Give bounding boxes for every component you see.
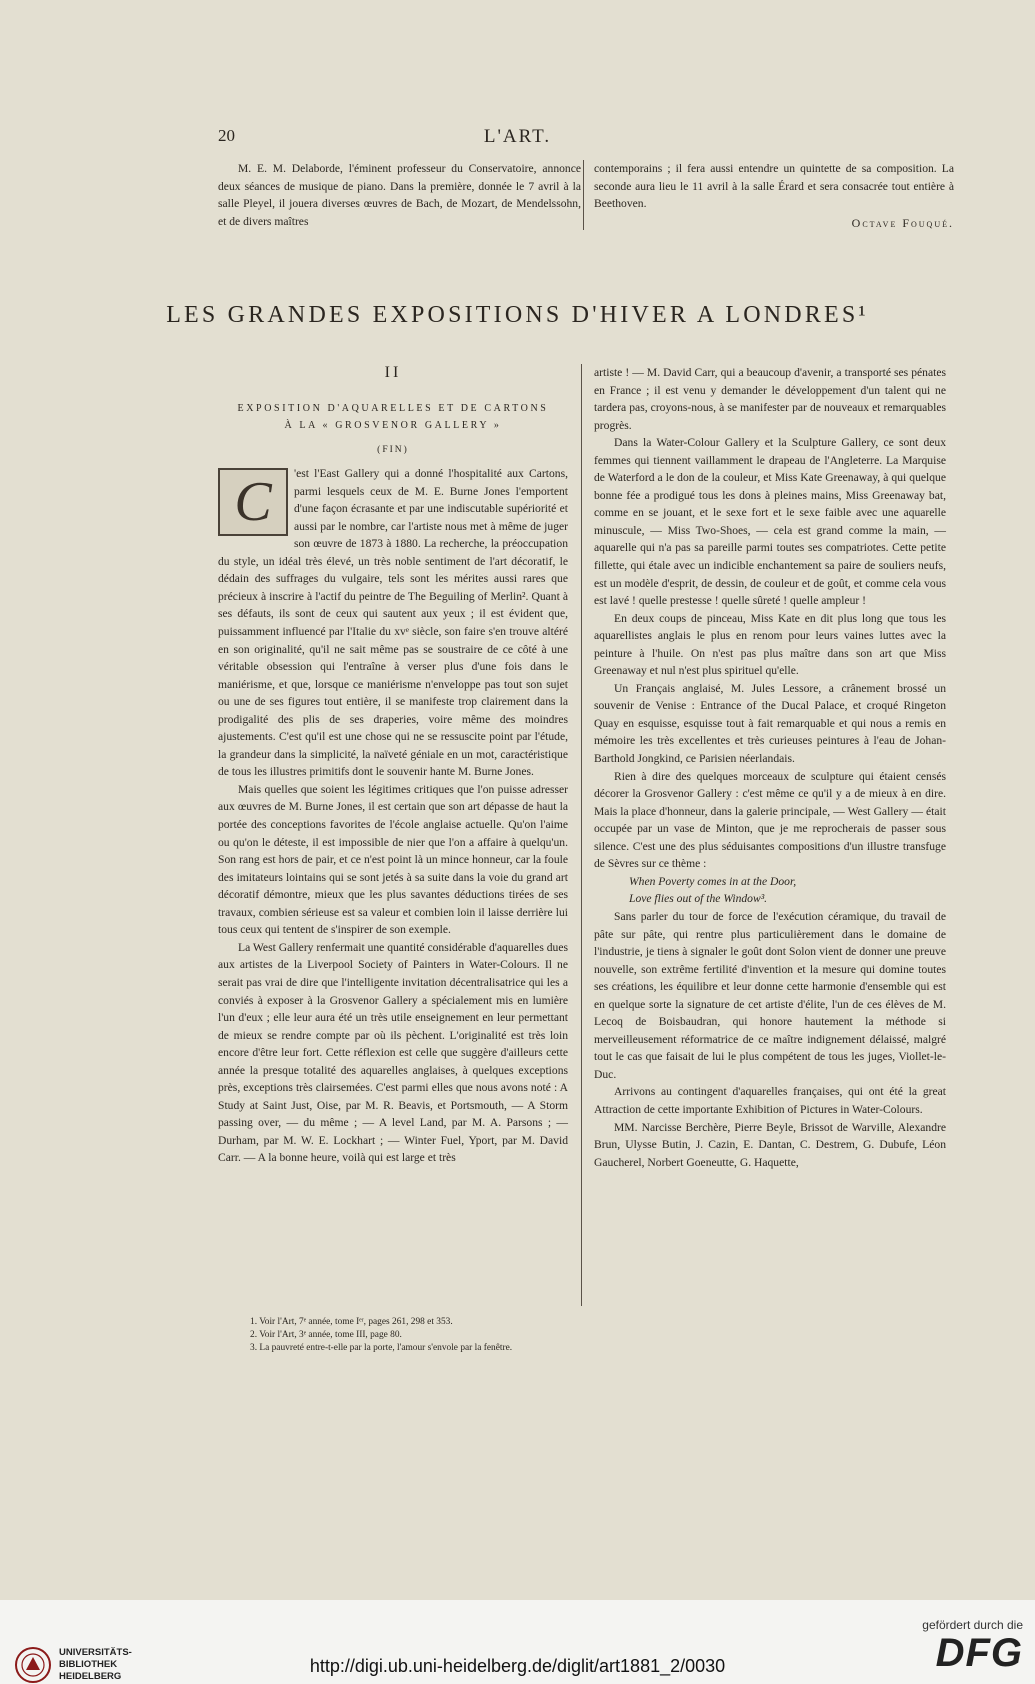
library-name: UNIVERSITÄTS- BIBLIOTHEK HEIDELBERG [59, 1647, 132, 1682]
paragraph-text: 'est l'East Gallery qui a donné l'hospitalité aux Cartons, parmi lesquels ceux de M. E. Burne Jones l'emportent d'une façon écrasante et par une indiscutable supériorité et aussi par le nombre, car l'artiste nous met à même de juger son œuvre de 1873 à 1880. La recherche, la préoccupation du style, un idéal très élevé, un très noble sentiment de l'art décoratif, le dédain des suffrages du vulgaire, tels sont les mérites aussi rares que précieux à inscrire à l'actif du peintre de The Beguiling of Merlin². Quant à ses défauts, ils sont de ceux qui sautent aux yeux ; il est évident que, puissamment influencé par l'Italie du xvᵉ siècle, son faire s'en trouve altéré en son originalité, qu'il ne sait même pas se soustraire de ce côté à une véritable obsession qui l'entraîne à verser plus d'une fois dans le maniérisme, et que, lorsque ce maniérisme n'enveloppe pas tout son sujet ou une de ses figures tout entière, il se manifeste trop clairement dans la prodigalité des plis de ses draperies, voire même des moindres ajustements. C'est qu'il est une chose qui ne se ressuscite point par l'étude, la grandeur dans la simplicité, la naïveté géniale en un mot, caractéristique de tous les illustres primitifs dont le souvenir hante M. Burne Jones. [218, 467, 568, 779]
footnote: 3. La pauvreté entre-t-elle par la porte, l'amour s'envole par la fenêtre. [250, 1343, 513, 1353]
article-left-column [218, 364, 568, 1167]
paragraph: La West Gallery renfermait une quantité considérable d'aquarelles dues aux artistes de la Liverpool Society of Painters in Water-Colours. Il ne serait pas vrai de dire que l'intelligente invitation décentralisatrice qui les a conviés à exposer à la Grosvenor Gallery a spécialement mis en lumière l'un d'eux ; elle leur aura été un très utile enseignement en leur permettant de mieux se rendre compte par où ils pèchent. L'originalité est très loin encore d'être leur fort. Cette réflexion est celle que suggère d'ailleurs cette année la presque totalité des aquarelles anglaises, à quelques exceptions près, exceptions très clairsemées. C'est parmi elles que nous avons noté : A Study at Saint Just, Oise, par M. R. Beavis, et Portsmouth, — A Storm passing over, — du même ; — A level Land, par M. A. Parsons ; — Durham, par M. W. E. Lockhart ; — Winter Fuel, Yport, par M. David Carr. — A la bonne heure, voilà qui est large et très [218, 940, 568, 1165]
footnotes [250, 1316, 610, 1355]
article-headline: LES GRANDES EXPOSITIONS D'HIVER A LONDRES¹ [166, 302, 869, 328]
paragraph: Mais quelles que soient les légitimes critiques que l'on puisse adresser aux œuvres de M. Burne Jones, il est certain que son art dépasse de haut la portée des conceptions favorites de l'école anglaise actuelle. Qu'on l'aime ou qu'on le déteste, il est impossible de nier que l'on a affaire à quelqu'un. Son rang est hors de pair, et ce n'est point là un mince honneur, car la foule des imitateurs lointains qui se sont jetés à sa suite dans la voie du grand art décoratif démontre, mieux que les plus savantes déductions tirées de ses travaux, combien sérieuse est sa valeur et combien loin il laisse derrière lui tous ceux qui tentent de s'inspirer de son exemple. [218, 782, 568, 937]
section-subtitle-1: EXPOSITION D'AQUARELLES ET DE CARTONS [237, 402, 549, 414]
intro-right-text: contemporains ; il fera aussi entendre un quintette de sa composition. La seconde aura lieu le 11 avril à la salle Érard et sera consacrée tout entière à Beethoven. [594, 162, 954, 211]
signature: Octave Fouqué. [851, 215, 954, 230]
paragraph [218, 465, 568, 781]
verse-line: Love flies out of the Window³. [629, 892, 768, 906]
page-number: 20 [218, 126, 235, 145]
dropcap-ornament [218, 468, 288, 536]
paragraph: Rien à dire des quelques morceaux de sculpture qui étaient censés décorer la Grosvenor Gallery : c'est même ce qu'il y a de mieux à en dire. Mais la place d'honneur, dans la galerie principale, — West Gallery — était occupée par un vase de Minton, que je me reprocherais de passer sous silence. C'est une des plus séduisantes compositions d'un illustre transfuge de Sèvres sur ce thème : [594, 769, 946, 871]
verse-line: When Poverty comes in at the Door, [629, 874, 797, 888]
paragraph: MM. Narcisse Berchère, Pierre Beyle, Brissot de Warville, Alexandre Brun, Ulysse Butin, J. Cazin, E. Dantan, C. Destrem, G. Dubufe, Léon Gaucherel, Norbert Goeneutte, G. Haquette, [594, 1120, 946, 1169]
paragraph: Dans la Water-Colour Gallery et la Sculpture Gallery, ce sont deux femmes qui tiennent vaillamment le drapeau de l'Angleterre. La Marquise de Waterford a le don de la couleur, et Miss Kate Greenaway, à qui quelque bonne fée a prodigué tous les dons à pleines mains, Miss Greenaway bat, comme en se jouant, et le sexe fort et le sexe faible avec une aquarelle minuscule, — Miss Two-Shoes, — cela est grand comme la main, — aquarelle qui n'a pas sa pareille parmi toutes ses compatriotes. Cette petite fillette, qui étale avec un indicible enchantement sa paire de souliers neufs, est un modèle d'esprit, de dessin, de couleur et de goût, et comme cela vous est lavé ! quelle prestesse ! quelle sûreté ! quelle ampleur ! [594, 436, 946, 608]
intro-left-text: M. E. M. Delaborde, l'éminent professeur du Conservatoire, annonce deux séances de musique de piano. Dans la première, donnée le 7 avril à la salle Pleyel, il jouera diverses œuvres de Bach, de Mozart, de Mendelssohn, et de divers maîtres [218, 162, 581, 228]
dfg-logo[interactable] [883, 1618, 1023, 1674]
section-subtitle-2: À LA « GROSVENOR GALLERY » [284, 419, 502, 431]
running-header [0, 126, 1035, 150]
permalink[interactable]: http://digi.ub.uni-heidelberg.de/diglit/art1881_2/0030 [309, 1656, 726, 1676]
footnote: 1. Voir l'Art, 7ᵉ année, tome Iᵉʳ, pages 261, 298 et 353. [250, 1317, 453, 1327]
intro-left-column [218, 160, 581, 230]
footnote: 2. Voir l'Art, 3ᵉ année, tome III, page 80. [250, 1330, 402, 1340]
dfg-wordmark: DFG [935, 1631, 1023, 1675]
funded-by-label: gefördert durch die [922, 1618, 1023, 1632]
paragraph: Sans parler du tour de force de l'exécution céramique, du travail de pâte sur pâte, qui rentre plus particulièrement dans le domaine de l'industrie, je tiens à signaler le goût dont Solon vient de donner une preuve nouvelle, son extrême fertilité d'invention et la mesure qui domine toutes ses créations, les équilibre et leur donne cette harmonie d'ensemble qui est en quelque sorte la signature de cet artiste d'élite, l'un de ces élèves de M. Lecoq de Boisbaudran, qui honore hautement la méthode si merveilleusement réformatrice de ce maître indignement délaissé, malgré tout le cas que faisait de lui le plus compétent de tous les juges, Viollet-le-Duc. [594, 909, 946, 1081]
section-fin: (FIN) [377, 444, 409, 455]
journal-title: L'ART. [483, 126, 552, 147]
paragraph: Arrivons au contingent d'aquarelles françaises, qui ont été la great Attraction de cette importante Exhibition of Pictures in Water-Colours. [594, 1085, 946, 1116]
intro-right-column [594, 160, 954, 232]
section-number: II [384, 364, 402, 381]
article-right-column [594, 364, 946, 1171]
paragraph: Un Français anglaisé, M. Jules Lessore, a crânement brossé un souvenir de Venise : Entrance of the Ducal Palace, et croqué Ringeton Quay en esquisse, esquisse tout à fait remarquable et qui nous a remis en mémoire les très excellentes et très curieuses peintures à l'eau de Johan-Barthold Jongkind, ce Parisien néerlandais. [594, 681, 946, 766]
paragraph: En deux coups de pinceau, Miss Kate en dit plus long que tous les aquarellistes anglais le plus en renom pour leurs vaines luttes avec la peinture à l'huile. On n'est pas plus maître dans son art que Miss Greenaway et nul n'est plus spirituel qu'elle. [594, 611, 946, 678]
column-rule [581, 364, 582, 1306]
dropcap-letter: C [234, 471, 272, 534]
column-rule [583, 160, 584, 230]
paragraph: artiste ! — M. David Carr, qui a beaucoup d'avenir, a transporté ses pénates en France ; il est venu y demander le développement d'un talent qui ne tardera pas, croyons-nous, à se manifester par de nouveaux et remarquables progrès. [594, 366, 946, 432]
viewer-footer [0, 1600, 1035, 1684]
